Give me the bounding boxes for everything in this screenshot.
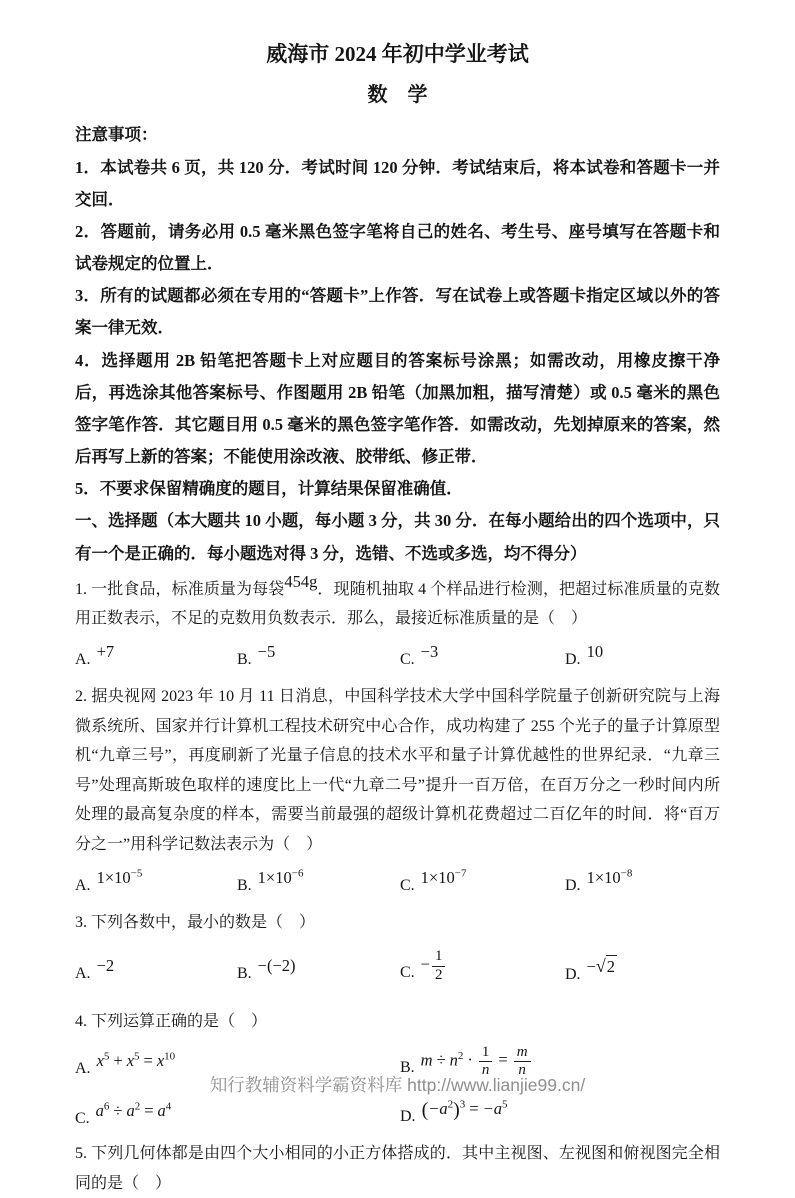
q4-d-neg-var2: −a xyxy=(482,1099,502,1119)
q4-option-a-value xyxy=(97,1051,176,1071)
q4-b-dot: · xyxy=(467,1050,473,1070)
q4-d-open-paren: ( xyxy=(421,1099,429,1122)
q4-option-c-label: C. xyxy=(75,1109,90,1127)
q1-option-b-value: −5 xyxy=(257,641,276,661)
q4-b-equals: = xyxy=(498,1050,508,1070)
q3-c-denominator: 2 xyxy=(434,966,443,983)
question-1-options xyxy=(75,642,720,676)
q4-d-exp2: 3 xyxy=(459,1098,466,1111)
q2-c-base: 1×10 xyxy=(420,867,455,887)
q2-option-c-label: C. xyxy=(400,876,415,894)
q3-option-d-label: D. xyxy=(565,965,581,983)
q4-c-var3: a xyxy=(157,1100,166,1120)
q4-b-var1: m xyxy=(420,1050,433,1070)
q4-c-var1: a xyxy=(95,1100,104,1120)
q1-option-c-value: −3 xyxy=(420,641,439,661)
q4-b-frac1-num: 1 xyxy=(479,1044,493,1062)
notice-section xyxy=(75,119,720,505)
q1-option-b xyxy=(237,641,400,669)
question-3-options xyxy=(75,945,720,1001)
q1-option-a-label: A. xyxy=(75,650,91,668)
q1-option-d-label: D. xyxy=(565,650,581,668)
q1-option-a-value: +7 xyxy=(96,641,115,661)
question-2-options xyxy=(75,868,720,902)
q4-b-exp1: 2 xyxy=(457,1049,464,1062)
notice-item-3: 3．所有的试题都必须在专用的“答题卡”上作答．写在试卷上或答题卡指定区域以外的答案一律无效． xyxy=(75,286,720,338)
q4-c-exp3: 4 xyxy=(165,1100,172,1113)
q1-option-a xyxy=(75,641,237,669)
section1-heading: 一、选择题（本大题共 10 小题，每小题 3 分，共 30 分．在每小题给出的四个选项中，只有一个是正确的．每小题选对得 3 分，选错、不选或多选，均不得分） xyxy=(75,511,720,563)
q4-option-d-value xyxy=(422,1099,508,1122)
q2-c-exponent: −7 xyxy=(454,867,467,880)
q4-d-exp3: 5 xyxy=(502,1098,508,1111)
q4-c-equals: = xyxy=(144,1100,154,1120)
q2-option-b xyxy=(237,867,400,895)
q3-d-radicand: 2 xyxy=(606,956,616,976)
q1-stem-text-after: ．现随机抽取 4 个样品进行检测，把超过标准质量的克数用正数表示，不足的克数用负数表示．那么，最接近标准质量的是（ ） xyxy=(75,580,720,628)
question-4-stem: 4. 下列运算正确的是（ ） xyxy=(75,1013,268,1031)
q3-c-sign: − xyxy=(420,954,430,974)
q2-a-exponent: −5 xyxy=(130,867,143,880)
q2-d-base: 1×10 xyxy=(586,867,621,887)
q4-a-var1: x xyxy=(96,1051,104,1071)
q4-b-frac2-num: m xyxy=(514,1044,531,1062)
q4-option-d xyxy=(400,1098,720,1129)
q2-d-exponent: −8 xyxy=(620,867,633,880)
q2-option-d-label: D. xyxy=(565,876,581,894)
q2-option-b-label: B. xyxy=(237,876,252,894)
q1-inline-formula: 454g xyxy=(284,571,318,591)
q4-a-exp3: 10 xyxy=(164,1050,176,1063)
q4-b-frac1-den: n xyxy=(481,1061,490,1078)
q4-option-c xyxy=(75,1100,400,1128)
notice-item-1: 1．本试卷共 6 页，共 120 分．考试时间 120 分钟．考试结束后，将本试卷和答题卡一并交回． xyxy=(75,157,720,209)
question-2-stem: 2. 据央视网 2023 年 10 月 11 日消息，中国科学技术大学中国科学院量子创新研究院与上海微系统所、国家并行计算机工程技术研究中心合作，成功构建了 255 个光子的量子计算原型机“九章三号”，再度刷新了光量子信息的技术水平和量子计算优越性的世界纪录．“九章三号”处理高斯玻色取样的速度比上一代“九章二号”提升一百万倍，在百万分之一秒时间内所处理的最高复杂度的样本，需要当前最强的超级计算机花费超过二百亿年的时间．将“百万分之一”用科学记数法表示为（ ） xyxy=(75,687,720,853)
watermark-footer: 知行教辅资料学霸资料库 http://www.lianjie99.cn/ xyxy=(209,1075,586,1095)
q3-option-b-value: −(−2) xyxy=(257,956,296,976)
q3-option-c-label: C. xyxy=(400,963,415,981)
q4-d-equals: = xyxy=(469,1099,479,1119)
q2-option-a xyxy=(75,867,237,895)
q4-option-b-label: B. xyxy=(400,1059,415,1077)
q4-d-exp1: 2 xyxy=(447,1098,454,1111)
q2-b-base: 1×10 xyxy=(257,867,292,887)
q2-option-b-value xyxy=(258,868,304,888)
q4-c-var2: a xyxy=(126,1100,135,1120)
q3-c-numerator: 1 xyxy=(432,948,446,966)
exam-subject: 数 学 xyxy=(367,84,428,107)
q1-option-d-value: 10 xyxy=(586,641,604,661)
q4-b-divide: ÷ xyxy=(436,1050,446,1070)
question-5-stem: 5. 下列几何体都是由四个大小相同的小正方体搭成的．其中主视图、左视图和俯视图完全相同的是（ ） xyxy=(75,1145,720,1192)
q1-option-c xyxy=(400,641,565,669)
q4-d-close-paren: ) xyxy=(453,1099,460,1122)
q4-c-exp1: 6 xyxy=(103,1100,110,1113)
q4-c-operator: ÷ xyxy=(113,1100,123,1120)
q3-d-radical-icon: √ xyxy=(595,955,606,976)
q3-option-a xyxy=(75,956,237,983)
q4-a-var2: x xyxy=(126,1051,135,1071)
notice-item-4: 4．选择题用 2B 铅笔把答题卡上对应题目的答案标号涂黑；如需改动，用橡皮擦干净后，再选涂其他答案标号、作图题用 2B 铅笔（加黑加粗，描写清楚）或 0.5 毫米的黑色签字笔作答．其它题目用 0.5 毫米的黑色签字笔作答．如需改动，先划掉原来的答案，然后再写上新的答案；不能使用涂改液、胶带纸、修正带． xyxy=(75,350,720,467)
q4-a-operator: + xyxy=(113,1051,123,1071)
question-1-stem xyxy=(75,571,720,634)
q2-option-d xyxy=(565,867,720,895)
q2-option-c xyxy=(400,867,565,895)
q4-option-c-value xyxy=(96,1101,172,1121)
q1-stem-text-before: 1. 一批食品，标准质量为每袋 xyxy=(75,580,285,598)
q3-option-b xyxy=(237,956,400,983)
q4-option-d-label: D. xyxy=(400,1108,416,1126)
q4-d-neg-var1: −a xyxy=(428,1099,448,1119)
notice-heading: 注意事项： xyxy=(75,125,158,145)
q4-b-var2: n xyxy=(449,1050,458,1070)
q2-option-d-value xyxy=(587,868,633,888)
q2-option-a-label: A. xyxy=(75,876,91,894)
q3-c-fraction xyxy=(432,948,446,984)
q3-option-d-value xyxy=(587,956,617,977)
q4-option-a-label: A. xyxy=(75,1060,91,1078)
q2-a-base: 1×10 xyxy=(96,867,131,887)
q3-d-sign: − xyxy=(586,956,596,976)
q2-option-c-value xyxy=(421,868,467,888)
notice-item-5: 5．不要求保留精确度的题目，计算结果保留准确值． xyxy=(75,479,463,499)
q4-a-exp1: 5 xyxy=(103,1050,110,1063)
q1-option-b-label: B. xyxy=(237,650,252,668)
q3-option-a-value: −2 xyxy=(96,956,115,976)
q3-option-c-value xyxy=(421,948,448,984)
q4-a-var3: x xyxy=(156,1051,165,1071)
exam-title: 威海市 2024 年初中学业考试 xyxy=(266,42,529,66)
q4-a-equals: = xyxy=(143,1051,153,1071)
q3-option-d xyxy=(565,955,720,984)
q4-b-frac2-den: n xyxy=(518,1061,526,1078)
q3-option-a-label: A. xyxy=(75,965,91,983)
question-3-stem: 3. 下列各数中，最小的数是（ ） xyxy=(75,913,316,931)
notice-item-2: 2．答题前，请务必用 0.5 毫米黑色签字笔将自己的姓名、考生号、座号填写在答题卡和试卷规定的位置上． xyxy=(75,221,720,274)
q3-option-c xyxy=(400,948,565,991)
q4-a-exp2: 5 xyxy=(134,1050,140,1063)
q4-c-exp2: 2 xyxy=(134,1100,141,1113)
q3-option-b-label: B. xyxy=(237,965,252,983)
q2-option-a-value xyxy=(97,868,143,888)
q1-option-c-label: C. xyxy=(400,650,415,668)
q1-option-d xyxy=(565,641,720,669)
q2-b-exponent: −6 xyxy=(291,867,304,880)
